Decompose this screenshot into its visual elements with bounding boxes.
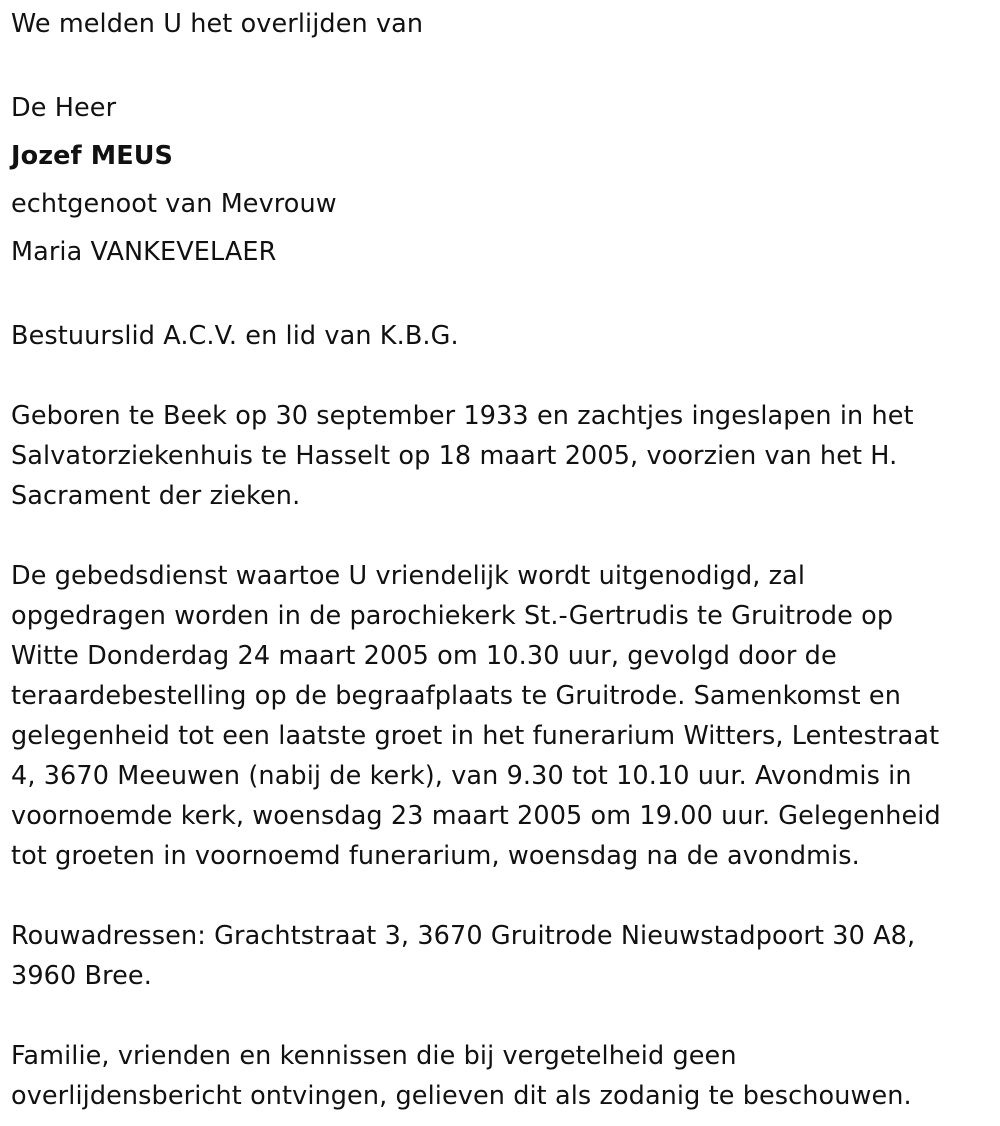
role-line: Bestuurslid A.C.V. en lid van K.B.G. [11, 321, 459, 351]
paragraph-line: Familie, vrienden en kennissen die bij vergetelheid geen [11, 1041, 737, 1071]
spacer [11, 44, 991, 84]
deceased-title: De Heer [11, 93, 117, 123]
deceased-block [11, 84, 991, 276]
spacer [11, 516, 991, 556]
paragraph-line: tot groeten in voornoemd funerarium, woensdag na de avondmis. [11, 841, 860, 871]
spacer [11, 876, 991, 916]
paragraph-line: gelegenheid tot een laatste groet in het funerarium Witters, Lentestraat [11, 721, 940, 751]
paragraph-line: Geboren te Beek op 30 september 1933 en zachtjes ingeslapen in het [11, 401, 914, 431]
paragraph-line: opgedragen worden in de parochiekerk St.-Gertrudis te Gruitrode op [11, 601, 894, 631]
paragraph-line: 3960 Bree. [11, 961, 152, 991]
spouse-name: Maria VANKEVELAER [11, 237, 277, 267]
paragraph-line: Witte Donderdag 24 maart 2005 om 10.30 uur, gevolgd door de [11, 641, 837, 671]
spacer [11, 356, 991, 396]
intro-line: We melden U het overlijden van [11, 9, 424, 39]
paragraph-line: overlijdensbericht ontvingen, gelieven dit als zodanig te beschouwen. [11, 1081, 912, 1111]
deceased-name: Jozef MEUS [11, 141, 173, 171]
service-paragraph [11, 556, 991, 876]
death-notice [11, 4, 991, 1116]
paragraph-line: voornoemde kerk, woensdag 23 maart 2005 om 19.00 uur. Gelegenheid [11, 801, 941, 831]
paragraph-line: teraardebestelling op de begraafplaats te Gruitrode. Samenkomst en [11, 681, 901, 711]
addresses-paragraph [11, 916, 991, 996]
paragraph-line: Salvatorziekenhuis te Hasselt op 18 maart 2005, voorzien van het H. [11, 441, 898, 471]
paragraph-line: Sacrament der zieken. [11, 481, 301, 511]
birth-death-paragraph [11, 396, 991, 516]
role-paragraph [11, 316, 991, 356]
spacer [11, 276, 991, 316]
paragraph-line: 4, 3670 Meeuwen (nabij de kerk), van 9.30 tot 10.10 uur. Avondmis in [11, 761, 912, 791]
paragraph-line: De gebedsdienst waartoe U vriendelijk wordt uitgenodigd, zal [11, 561, 806, 591]
spacer [11, 996, 991, 1036]
relation-line: echtgenoot van Mevrouw [11, 189, 337, 219]
closing-paragraph [11, 1036, 991, 1116]
paragraph-line: Rouwadressen: Grachtstraat 3, 3670 Gruitrode Nieuwstadpoort 30 A8, [11, 921, 916, 951]
